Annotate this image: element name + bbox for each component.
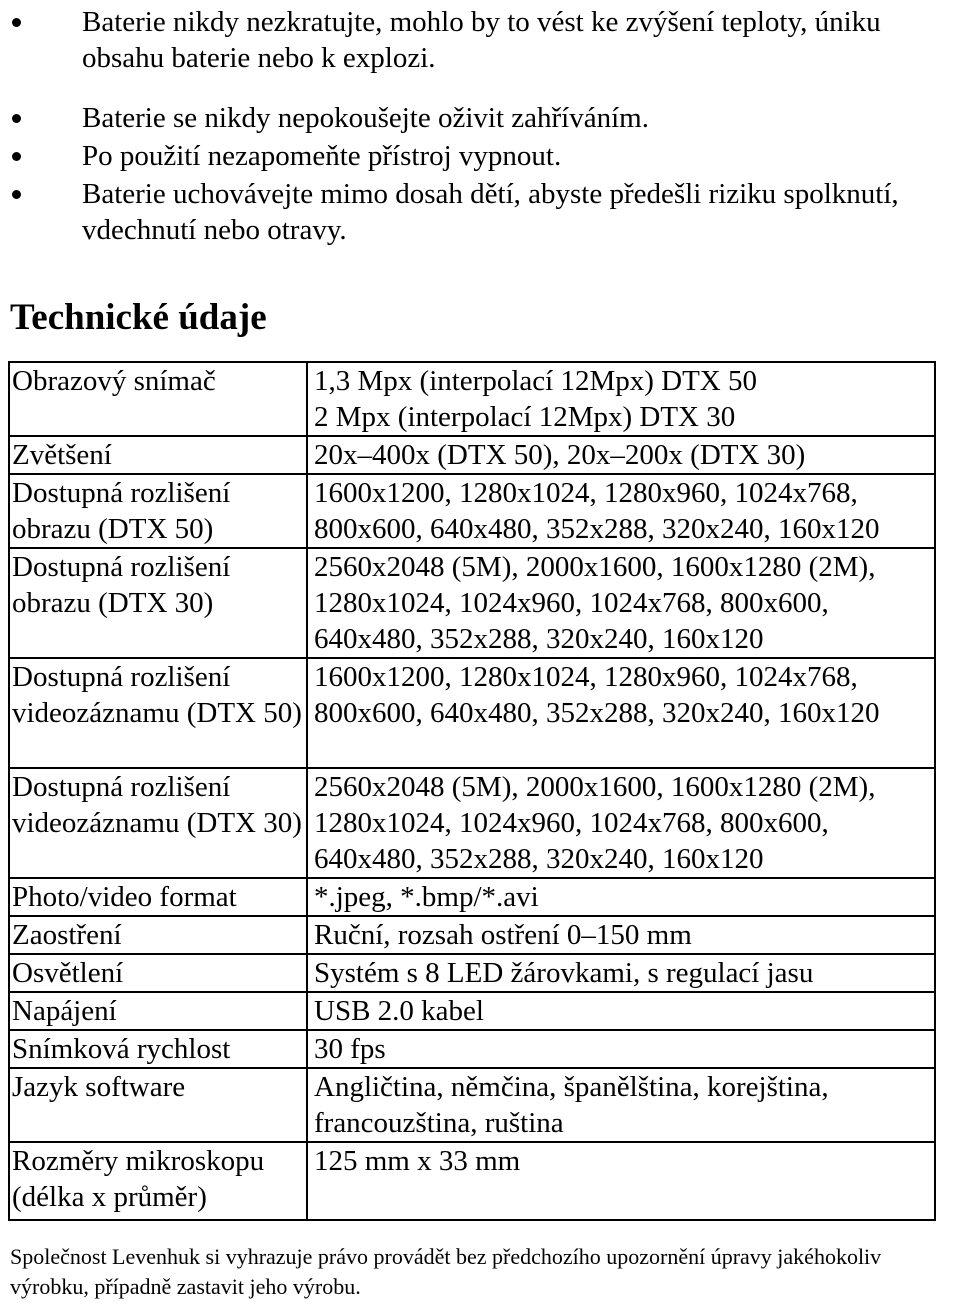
spec-value: *.jpeg, *.bmp/*.avi xyxy=(307,878,935,916)
spec-label: Osvětlení xyxy=(9,954,307,992)
spec-label: Jazyk software xyxy=(9,1068,307,1142)
spec-value: 125 mm x 33 mm xyxy=(307,1142,935,1220)
table-row xyxy=(9,658,935,768)
spec-label: Dostupná rozlišení obrazu (DTX 50) xyxy=(9,474,307,548)
warning-item xyxy=(82,138,954,174)
spec-value: 20x–400x (DTX 50), 20x–200x (DTX 30) xyxy=(307,436,935,474)
table-row xyxy=(9,1142,935,1220)
spec-value-line: 2 Mpx (interpolací 12Mpx) DTX 30 xyxy=(314,401,736,433)
table-row xyxy=(9,436,935,474)
table-row xyxy=(9,474,935,548)
table-row xyxy=(9,954,935,992)
spec-label: Obrazový snímač xyxy=(9,362,307,436)
disclaimer-note: Společnost Levenhuk si vyhrazuje právo provádět bez předchozího upozornění úpravy jakéhokoliv výrobku, případně zastavit jeho výrobu. xyxy=(10,1244,882,1299)
warning-text: Baterie nikdy nezkratujte, mohlo by to vést ke zvýšení teploty, úniku obsahu baterie nebo k explozi. xyxy=(82,6,881,74)
spec-value xyxy=(307,362,935,436)
spec-value: 1600x1200, 1280x1024, 1280x960, 1024x768, 800x600, 640x480, 352x288, 320x240, 160x120 xyxy=(307,658,935,768)
spec-value-line: 1,3 Mpx (interpolací 12Mpx) DTX 50 xyxy=(314,365,757,397)
warning-text: Baterie se nikdy nepokoušejte oživit zahříváním. xyxy=(82,102,649,134)
table-row xyxy=(9,916,935,954)
table-row xyxy=(9,768,935,878)
table-row xyxy=(9,548,935,658)
spec-value: Ruční, rozsah ostření 0–150 mm xyxy=(307,916,935,954)
spec-label: Dostupná rozlišení obrazu (DTX 30) xyxy=(9,548,307,658)
spec-value: 2560x2048 (5M), 2000x1600, 1600x1280 (2M), 1280x1024, 1024x960, 1024x768, 800x600, 640x480, 352x288, 320x240, 160x120 xyxy=(307,768,935,878)
bullet-icon xyxy=(12,190,21,199)
warning-text: Po použití nezapomeňte přístroj vypnout. xyxy=(82,140,562,172)
table-row xyxy=(9,362,935,436)
section-title: Technické údaje xyxy=(10,297,267,338)
spec-table xyxy=(8,361,936,1221)
bullet-icon xyxy=(12,114,21,123)
spec-label: Photo/video format xyxy=(9,878,307,916)
table-row xyxy=(9,1030,935,1068)
spec-label: Dostupná rozlišení videozáznamu (DTX 50) xyxy=(9,658,307,768)
spec-value: 30 fps xyxy=(307,1030,935,1068)
warning-item xyxy=(82,176,954,248)
spec-value: 2560x2048 (5M), 2000x1600, 1600x1280 (2M), 1280x1024, 1024x960, 1024x768, 800x600, 640x480, 352x288, 320x240, 160x120 xyxy=(307,548,935,658)
spec-label: Rozměry mikroskopu (délka x průměr) xyxy=(9,1142,307,1220)
warning-text: Baterie uchovávejte mimo dosah dětí, abyste předešli riziku spolknutí, vdechnutí nebo otravy. xyxy=(82,178,899,246)
spec-value: Angličtina, němčina, španělština, korejština, francouzština, ruština xyxy=(307,1068,935,1142)
spec-label: Zvětšení xyxy=(9,436,307,474)
table-row xyxy=(9,992,935,1030)
spec-value: 1600x1200, 1280x1024, 1280x960, 1024x768, 800x600, 640x480, 352x288, 320x240, 160x120 xyxy=(307,474,935,548)
spec-label: Snímková rychlost xyxy=(9,1030,307,1068)
warning-item xyxy=(82,4,954,76)
table-row xyxy=(9,878,935,916)
spec-label: Zaostření xyxy=(9,916,307,954)
spec-label: Napájení xyxy=(9,992,307,1030)
table-row xyxy=(9,1068,935,1142)
bullet-icon xyxy=(12,152,21,161)
spec-label: Dostupná rozlišení videozáznamu (DTX 30) xyxy=(9,768,307,878)
spec-value: USB 2.0 kabel xyxy=(307,992,935,1030)
spec-value: Systém s 8 LED žárovkami, s regulací jasu xyxy=(307,954,935,992)
warning-item xyxy=(82,100,954,136)
bullet-icon xyxy=(12,18,21,27)
